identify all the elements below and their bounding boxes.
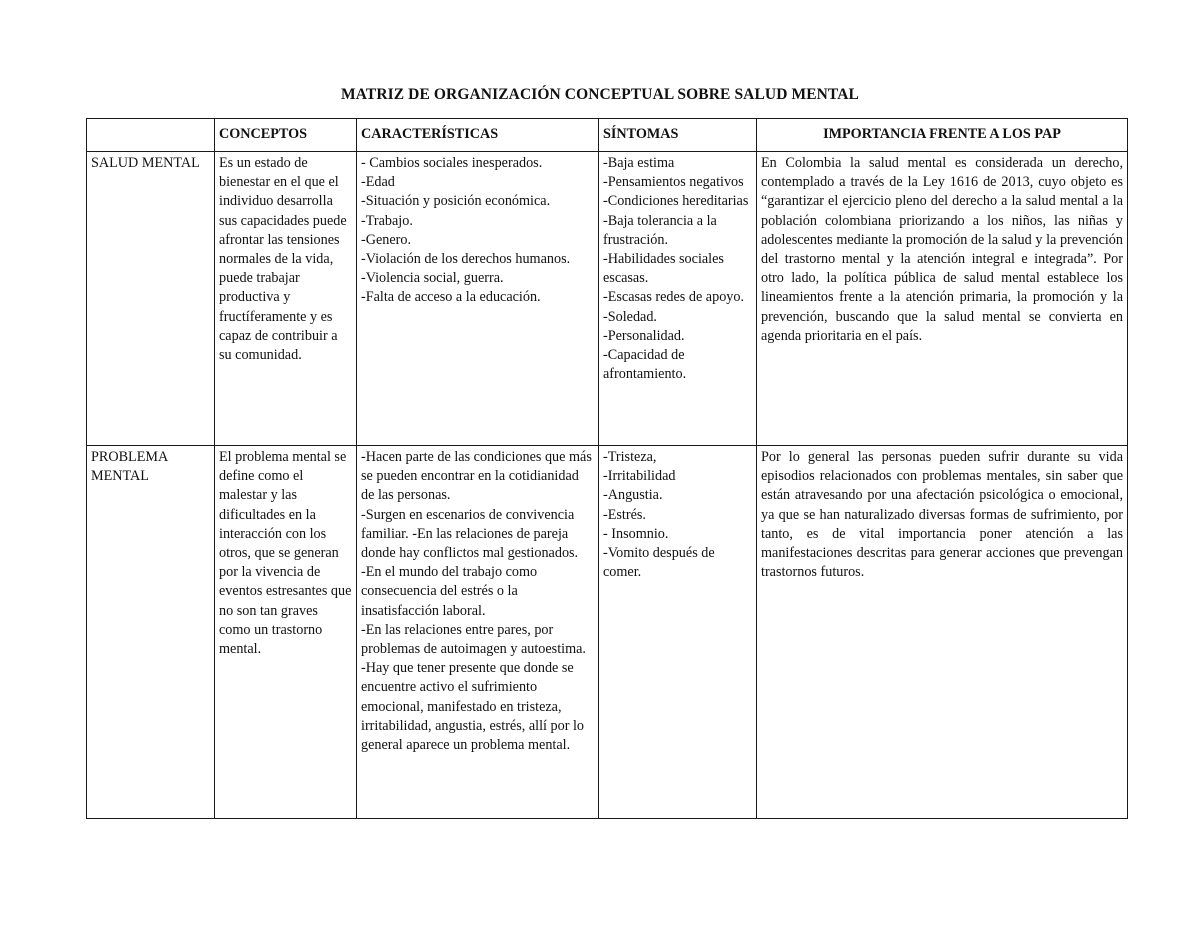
sintomas-cell — [599, 152, 757, 446]
list-item: -Estrés. — [603, 506, 646, 523]
concept-matrix-table — [86, 118, 1128, 819]
list-item: -En el mundo del trabajo como consecuencia del estrés o la insatisfacción laboral. — [361, 564, 538, 619]
caracteristicas-cell — [357, 446, 599, 819]
header-conceptos: CONCEPTOS — [215, 119, 357, 152]
concepto-cell: Es un estado de bienestar en el que el individuo desarrolla sus capacidades puede afrontar las tensiones normales de la vida, puede trabajar productiva y fructíferamente y es capaz de contribuir a su comunidad. — [215, 152, 357, 446]
concepto-cell: El problema mental se define como el malestar y las dificultades en la interacción con los otros, que se generan por la vivencia de eventos estresantes que no son tan graves como un trastorno mental. — [215, 446, 357, 819]
header-corner-cell — [87, 119, 215, 152]
list-item: -Irritabilidad — [603, 468, 676, 485]
list-item: -Pensamientos negativos — [603, 174, 744, 191]
list-item: -Surgen en escenarios de convivencia familiar. -En las relaciones de pareja donde hay conflictos mal gestionados. — [361, 506, 579, 562]
list-item: -Trabajo. — [361, 212, 413, 229]
list-item: -Vomito después de comer. — [603, 545, 715, 581]
importancia-cell: En Colombia la salud mental es considerada un derecho, contemplado a través de la Ley 1616 de 2013, cuyo objeto es “garantizar el ejercicio pleno del derecho a la salud mental a la población colombiana priorizando a los niños, las niñas y adolescentes mediante la promoción de la salud y la prevención del trastorno mental y la atención integral e integrada”. Por otro lado, la política pública de salud mental establece los lineamientos frente a la atención primaria, la promoción y la prevención, buscando que la salud mental se convierta en agenda prioritaria en el país. — [757, 152, 1128, 446]
list-item: -Genero. — [361, 231, 412, 248]
table-row — [87, 446, 1128, 819]
list-item: -Falta de acceso a la educación. — [361, 289, 541, 306]
table-header-row — [87, 119, 1128, 152]
header-sintomas: SÍNTOMAS — [599, 119, 757, 152]
list-item: -Baja tolerancia a la frustración. — [603, 212, 717, 248]
list-item: -En las relaciones entre pares, por problemas de autoimagen y autoestima. — [361, 621, 586, 658]
sintomas-cell — [599, 446, 757, 819]
document-title: MATRIZ DE ORGANIZACIÓN CONCEPTUAL SOBRE SALUD MENTAL — [341, 86, 859, 103]
list-item: -Personalidad. — [603, 327, 685, 344]
list-item: -Escasas redes de apoyo. — [603, 289, 745, 306]
list-item: -Tristeza, — [603, 449, 657, 465]
list-item: -Capacidad de afrontamiento. — [603, 347, 687, 383]
importancia-cell: Por lo general las personas pueden sufrir durante su vida episodios relacionados con problemas mentales, sin saber que están atravesando por una afectación psicológica o emocional, ya que se han naturalizado diversas formas de sufrimiento, por tanto, es de vital importancia poner atención a las manifestaciones descritas para generar acciones que prevengan trastornos futuros. — [757, 446, 1128, 819]
row-label-problema-mental: PROBLEMA MENTAL — [87, 446, 215, 819]
list-item: -Violación de los derechos humanos. — [361, 251, 571, 268]
caracteristicas-cell — [357, 152, 599, 446]
list-item: -Situación y posición económica. — [361, 193, 551, 210]
list-item: -Violencia social, guerra. — [361, 270, 504, 287]
header-importancia: IMPORTANCIA FRENTE A LOS PAP — [757, 119, 1128, 152]
list-item: -Angustia. — [603, 487, 663, 504]
list-item: -Edad — [361, 174, 395, 191]
list-item: -Baja estima — [603, 155, 675, 171]
header-caracteristicas: CARACTERÍSTICAS — [357, 119, 599, 152]
list-item: - Cambios sociales inesperados. — [361, 155, 543, 171]
list-item: -Hay que tener presente que donde se encuentre activo el sufrimiento emocional, manifestado en tristeza, irritabilidad, angustia, estrés, allí por lo general aparece un problema mental. — [361, 660, 585, 754]
table-row — [87, 152, 1128, 446]
list-item: -Soledad. — [603, 308, 657, 325]
list-item: -Habilidades sociales escasas. — [603, 251, 724, 287]
list-item: - Insomnio. — [603, 525, 669, 542]
list-item: -Condiciones hereditarias — [603, 193, 749, 210]
list-item: -Hacen parte de las condiciones que más se pueden encontrar en la cotidianidad de las personas. — [361, 449, 592, 504]
row-label-salud-mental: SALUD MENTAL — [87, 152, 215, 446]
